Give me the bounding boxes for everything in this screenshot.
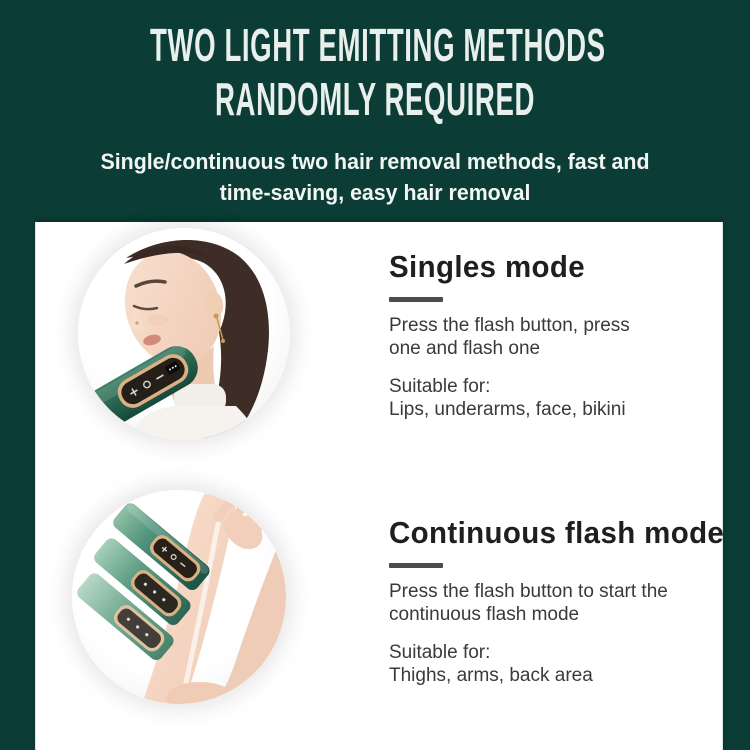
continuous-mode-description: [389, 580, 734, 626]
singles-mode-description: [389, 314, 729, 360]
description-line: Press the flash button to start the: [389, 581, 668, 602]
white-sweater: [130, 406, 258, 440]
singles-mode-photo: [78, 228, 290, 440]
suitable-items: Lips, underarms, face, bikini: [389, 399, 626, 420]
description-line: Press the flash button, press: [389, 315, 630, 336]
suitable-label: Suitable for:: [389, 376, 491, 397]
legs-illustration: [72, 490, 286, 704]
continuous-mode-suitable: [389, 641, 734, 687]
subtitle-line-2: time-saving, easy hair removal: [219, 180, 531, 205]
description-line: continuous flash mode: [389, 604, 580, 625]
heading-underline: [389, 563, 443, 568]
description-line: one and flash one: [389, 338, 541, 359]
suitable-items: Thighs, arms, back area: [389, 665, 593, 686]
singles-mode-copy: [389, 248, 729, 421]
content-panel: [35, 222, 723, 750]
continuous-mode-heading: Continuous flash mode: [389, 515, 725, 550]
header: [0, 0, 750, 208]
continuous-mode-copy: [389, 514, 734, 687]
continuous-mode-photo: [72, 490, 286, 704]
title-line-2: RANDOMLY REQUIRED: [215, 73, 535, 125]
singles-mode-heading: Singles mode: [389, 249, 586, 284]
woman-face-illustration: [78, 228, 290, 440]
singles-mode-suitable: [389, 375, 729, 421]
suitable-label: Suitable for:: [389, 642, 491, 663]
page-title: [0, 18, 750, 126]
earring: [214, 314, 219, 319]
title-line-1: TWO LIGHT EMITTING METHODS: [149, 19, 606, 71]
page-subtitle: [0, 146, 750, 208]
subtitle-line-1: Single/continuous two hair removal methods, fast and: [100, 149, 650, 174]
heading-underline: [389, 297, 443, 302]
